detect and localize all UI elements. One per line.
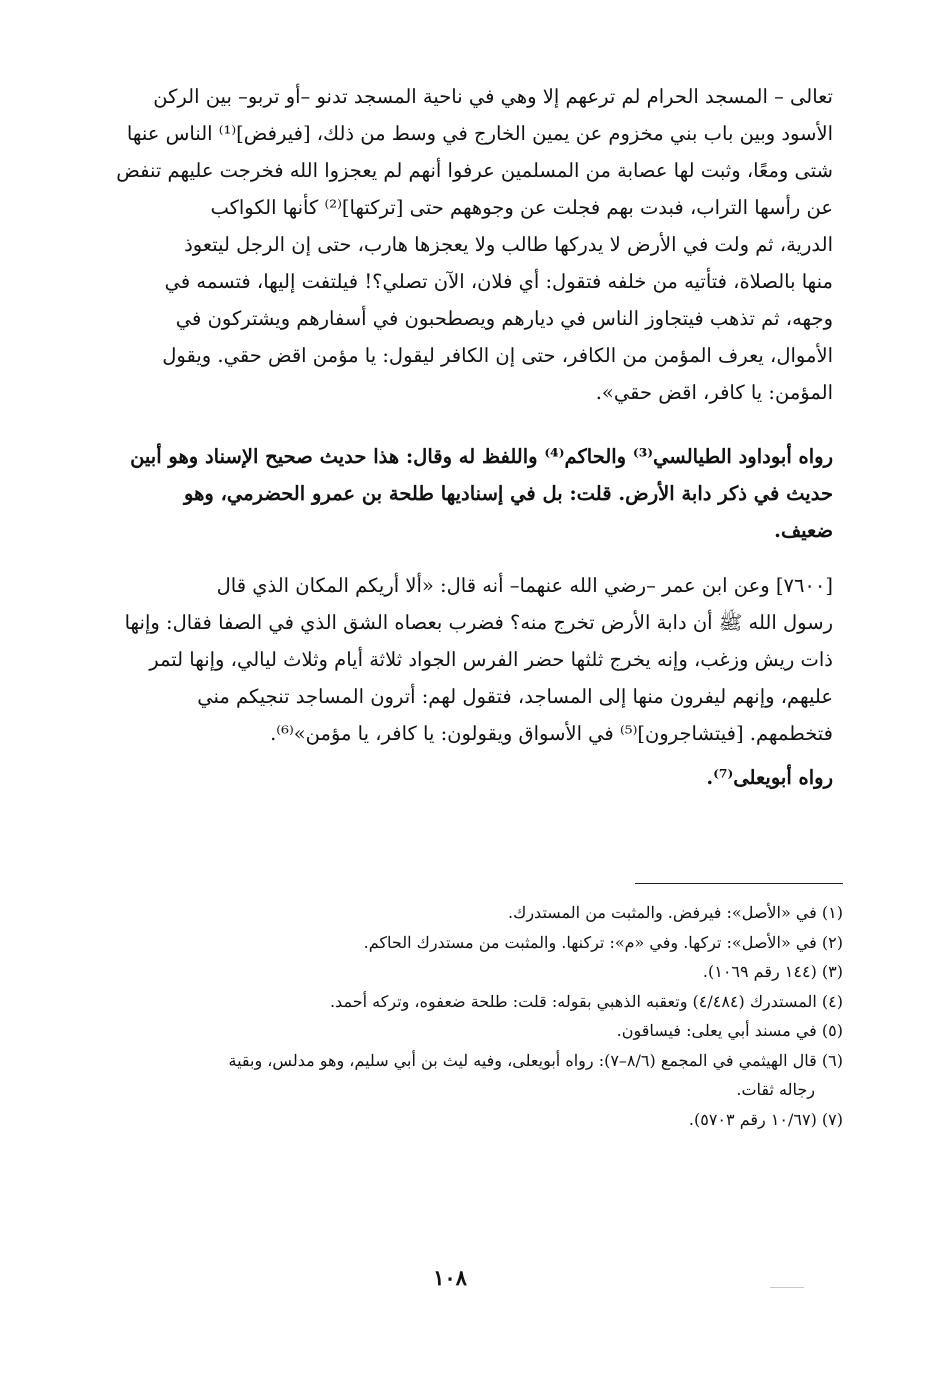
text-line: رواه أبويعلى⁽⁷⁾.: [706, 766, 833, 789]
narration-source-paragraph: [65, 759, 833, 796]
text-line: الأسود وبين باب بني مخزوم عن يمين الخارج في وسط من ذلك، [فيرفض]⁽¹⁾ الناس عنها: [126, 122, 833, 145]
text-line: ضعيف.: [774, 519, 833, 542]
text-line: عليهم، وإنهم ليفرون منها إلى المساجد، فتقول لهم: أترون المساجد تنجيكم مني: [197, 685, 833, 708]
text-line: منها بالصلاة، فتأتيه من خلفه فتقول: أي فلان، الآن تصلي؟! فيلتفت إليها، فتسمه في: [164, 270, 833, 293]
footnotes-section: [65, 898, 843, 1134]
footnote: (٤) المستدرك (٤/٤٨٤) وتعقبه الذهبي بقوله: قلت: طلحة ضعفوه، وتركه أحمد.: [329, 991, 843, 1011]
text-line: وجهه، ثم تذهب فيتجاوز الناس في ديارهم ويصطحبون في أسفارهم ويشتركون في: [175, 307, 833, 330]
footnote: (٦) قال الهيثمي في المجمع (٨/٦–٧): رواه أبويعلى، وفيه ليث بن أبي سليم، وهو مدلس، وبقية: [228, 1050, 843, 1070]
footnote-separator: [635, 883, 843, 884]
text-line: رسول الله ﷺ أن دابة الأرض تخرج منه؟ فضرب بعصاه الشق الذي في الصفا فقال: وإنها: [124, 611, 833, 634]
footnote: (٢) في «الأصل»: تركها. وفي «م»: تركنها. والمثبت من مستدرك الحاكم.: [363, 932, 843, 952]
text-line: [٧٦٠٠] وعن ابن عمر –رضي الله عنهما– أنه قال: «ألا أريكم المكان الذي قال: [216, 574, 833, 597]
text-line: رواه أبوداود الطيالسي⁽³⁾ والحاكم⁽⁴⁾ واللفظ له وقال: هذا حديث صحيح الإسناد وهو أبين: [130, 445, 833, 468]
text-line: تعالى – المسجد الحرام لم ترعهم إلا وهي في ناحية المسجد تدنو –أو تربو– بين الركن: [153, 85, 833, 108]
text-line: الدرية، ثم ولت في الأرض لا يدركها طالب ولا يعجزها هارب، حتى إن الرجل ليتعوذ: [184, 233, 833, 256]
narration-commentary-paragraph: [65, 438, 833, 549]
text-line: المؤمن: يا كافر، اقض حقي».: [595, 381, 833, 404]
footnote: (٥) في مسند أبي يعلى: فيساقون.: [616, 1021, 843, 1040]
text-line: فتخطمهم. [فيتشاجرون]⁽⁵⁾ في الأسواق ويقولون: يا كافر، يا مؤمن»⁽⁶⁾.: [270, 722, 833, 745]
footnote: (١) في «الأصل»: فيرفض. والمثبت من المستدرك.: [508, 903, 843, 922]
hadith-text-paragraph: [65, 78, 833, 411]
hadith-7600-paragraph: [65, 567, 833, 752]
text-line: عن رأسها التراب، فبدت بهم فجلت عن وجوههم حتى [تركتها]⁽²⁾ كأنها الكواكب: [210, 196, 833, 219]
text-line: الأموال، يعرف المؤمن من الكافر، حتى إن الكافر ليقول: يا مؤمن اقض حقي. ويقول: [162, 344, 833, 367]
text-line: ذات ريش وزغب، وإنه يخرج ثلثها حضر الفرس الجواد ثلاثة أيام وثلاث ليالي، وإنها لتمر: [149, 648, 833, 671]
scan-mark: [770, 1287, 804, 1288]
page-number: ١٠٨: [433, 1265, 467, 1290]
footnote: (٣) (١٤٤ رقم ١٠٦٩).: [702, 962, 843, 981]
text-line: شتى ومعًا، وثبت لها عصابة من المسلمين عرفوا أنهم لم يعجزوا الله فخرجت عليهم تنفض: [116, 159, 833, 182]
footnote: (٧) (١٠/٦٧ رقم ٥٧٠٣).: [688, 1109, 843, 1129]
text-line: حديث في ذكر دابة الأرض. قلت: بل في إسناديها طلحة بن عمرو الحضرمي، وهو: [184, 482, 833, 505]
footnote-continuation: رجاله ثقات.: [736, 1080, 815, 1099]
